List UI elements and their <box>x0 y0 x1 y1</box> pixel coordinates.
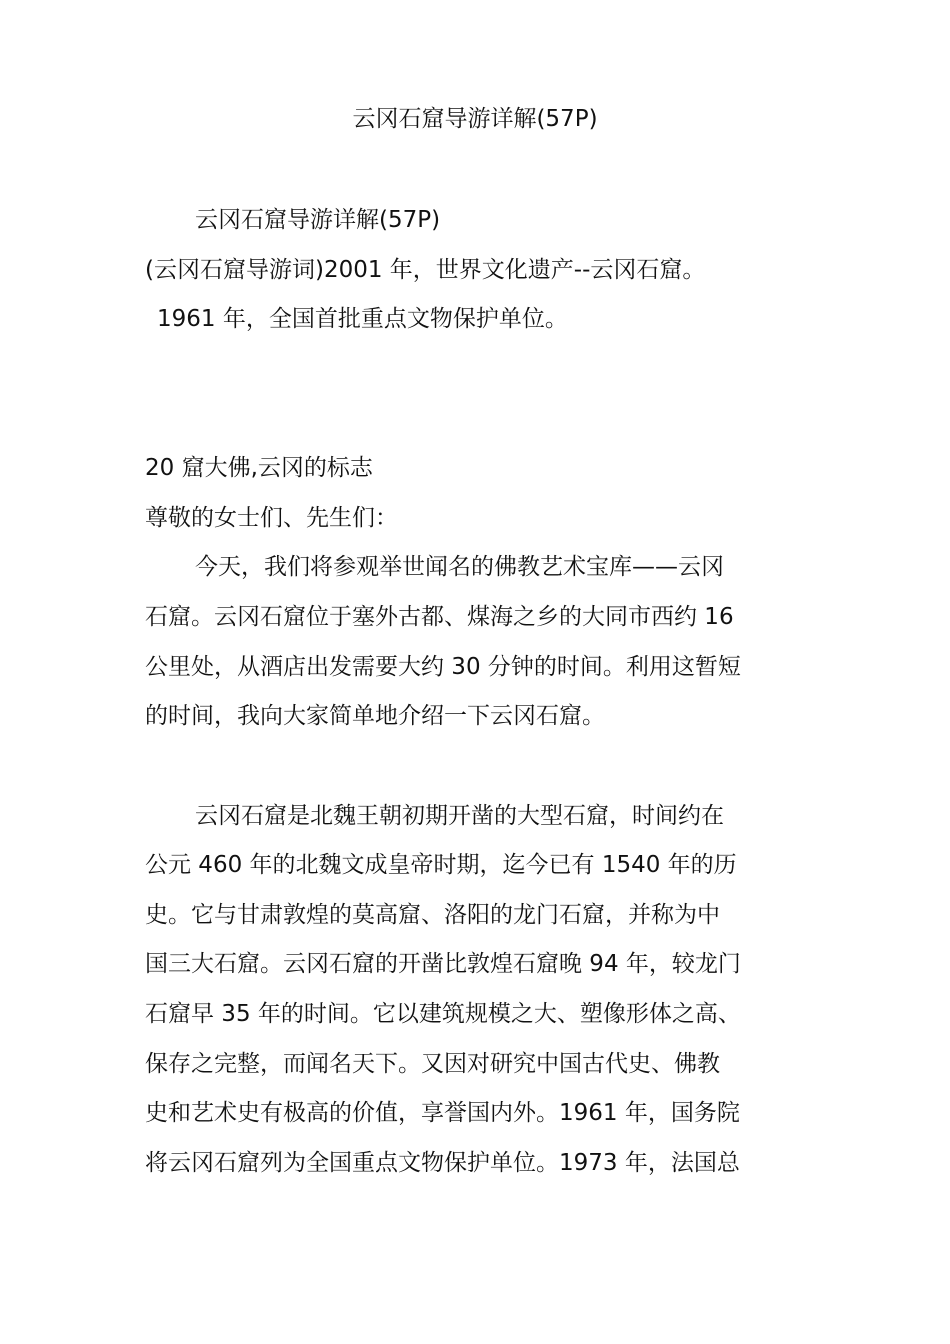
para2-line-2: 公元 460 年的北魏文成皇帝时期，迄今已有 1540 年的历 <box>145 852 737 878</box>
para2-line-5: 石窟早 35 年的时间。它以建筑规模之大、塑像形体之高、 <box>145 1001 741 1027</box>
intro-line-1: 云冈石窟导游详解(57P) <box>195 207 441 233</box>
greeting: 尊敬的女士们、先生们： <box>145 505 398 531</box>
para2-line-6: 保存之完整，而闻名天下。又因对研究中国古代史、佛教 <box>145 1051 720 1077</box>
para2-line-7: 史和艺术史有极高的价值，享誉国内外。1961 年，国务院 <box>145 1100 740 1126</box>
para1-line-3: 公里处，从酒店出发需要大约 30 分钟的时间。利用这暂短 <box>145 654 741 680</box>
para2-line-3: 史。它与甘肃敦煌的莫高窟、洛阳的龙门石窟，并称为中 <box>145 902 720 928</box>
para1-line-2: 石窟。云冈石窟位于塞外古都、煤海之乡的大同市西约 16 <box>145 604 734 630</box>
intro-line-3: 1961 年，全国首批重点文物保护单位。 <box>157 306 568 332</box>
document-title: 云冈石窟导游详解(57P) <box>352 106 598 132</box>
intro-line-2: (云冈石窟导游词)2001 年，世界文化遗产--云冈石窟。 <box>145 257 706 283</box>
para2-line-8: 将云冈石窟列为全国重点文物保护单位。1973 年，法国总 <box>145 1150 740 1176</box>
para1-line-4: 的时间，我向大家简单地介绍一下云冈石窟。 <box>145 703 605 729</box>
para1-line-1: 今天，我们将参观举世闻名的佛教艺术宝库——云冈 <box>195 554 724 580</box>
para2-line-4: 国三大石窟。云冈石窟的开凿比敦煌石窟晚 94 年，较龙门 <box>145 951 741 977</box>
image-caption: 20 窟大佛,云冈的标志 <box>145 455 373 481</box>
para2-line-1: 云冈石窟是北魏王朝初期开凿的大型石窟，时间约在 <box>195 803 724 829</box>
